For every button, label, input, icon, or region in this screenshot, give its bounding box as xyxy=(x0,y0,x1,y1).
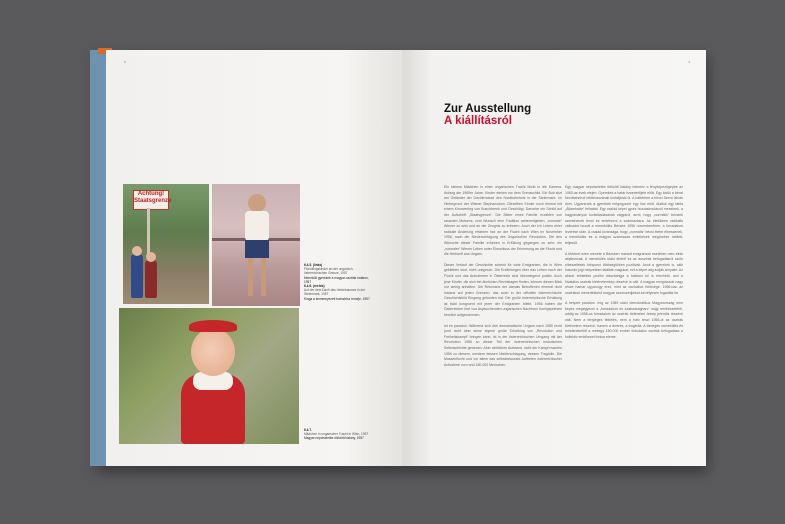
child-figure xyxy=(131,254,143,298)
boy-leg xyxy=(261,258,266,296)
caption-hu: Magyar népviseletbe öltözött kislány, 1957 xyxy=(304,436,364,441)
caption-label: 6.4.5. (links) xyxy=(304,263,323,267)
caption-hu: Menekült gyerekek a magyar-osztrák határon, 1957 xyxy=(304,275,369,284)
paragraph: Ein kleines Mädchen in einer ungarischen Tracht blickt in die Kamera. Anfang der 1960er Jahre. Kinder stehen vor dem Grenzschild. Ein Bub sitzt am Geländer der Dachterrasse des Nordbahnhofs in der Steiermark. Im Hintergrund der Wiener Stephansdom. Dieselben Kinder noch einmal mit einem Kinowerbeg von Buschbrenk und Geschlägi. Darunter ein Schild auf der Aufschrift „Staatsgrenze“. Die Bilder eines Familie erzählen von rasanten Mutsens, vom Wunsch eine Tradition weitermitgeben, „normale“ Wiener zu sein und an der Zeugnis zu erinnern. Auch der Ich Leben einer radikale Änderung erfahren hat: an der Flucht nach Wien im November 1956, nach der Niederschlagung des Ungarischen Revolution. Die den Wünsche dieser Familie erfuhren in Erfüllung gegangen zu sein: ein „normaler“ Wiener Leben unter Einschluss der Erinnerung an die Flucht und die Herkunft aus Ungarn. xyxy=(444,185,562,257)
title-hungarian: A kiállításról xyxy=(444,115,512,127)
page-number-left: 8 xyxy=(124,60,126,64)
photo-children-with-sign xyxy=(123,184,209,304)
child-face xyxy=(146,252,156,262)
child-face xyxy=(132,246,142,256)
photo-girl-in-traditional-dress xyxy=(119,308,299,444)
left-page xyxy=(106,50,402,466)
child-figure xyxy=(145,260,157,298)
boy-leg xyxy=(248,258,253,296)
hungarian-text-column xyxy=(565,185,683,345)
paragraph: Egy magyar népviseletbe öltözött kislány belenéz a fényképezőgépbe az 1960-as évek elején. Gyerekek a határ ismertetőjele előtt. Egy kisfiú a bécsi Nordbahnhof tetőteraszának korlátjánál ül. A háttérben a bécsi Szent István dóm. Ugyanezek a gyerekek mégegyszer egy ház előtt. Alattuk egy tábla „Államhatár“ felirattal. Egy család képei gyors hozzásimulásról mesélnek, a hagyományok továbbadásának vágyáról, arról, hogy „normális“ bécsiek szeretnének lenni és emlékezni a származásra. Az életükben radikális változást hozott a menekülés Bécsbe 1956 novemberében, a forradalom leverése után. A család kívánsága, hogy „normális“ bécsi életet élhessenek, a menekülés és a magyar származás emlékének megőrzése mellett, teljesült. xyxy=(565,185,683,245)
caption-label: 6.4.7. xyxy=(304,428,312,432)
title-german: Zur Ausstellung xyxy=(444,103,532,115)
caption-de: Flüchtlingskinder an der ungarisch-österreichischen Grenze, 1957 xyxy=(304,267,354,276)
girl-headband xyxy=(189,320,237,332)
paragraph: A történet ezen menete a Bécsben maradt emigránsok esetében nem tűnik atipikusnak. A menekülés utáni életről és az ausztriai befogadásról szóló elbeszélések túlnyomó többségükben pozitívak. Azok a gyerekek is, akik hasonló jogi helyzetben találták magukat, ezt a képet alig tudják árnyalni. Az akkori érintettek pozitív visszhangja a határon túl is érezhető, ami a hivatalos osztrák történelemkép részévé is vált. A magyar emigránsok nagy része hamar ugyanúgy érez, mint az osztrákok többsége. 1956-ban az osztrákok menedékkérő magyar szomszédjaikat szívélyesen fogadták be. xyxy=(565,251,683,295)
boy-shirt xyxy=(245,211,269,241)
paragraph: Dieser Verlauf der Geschichte scheint für viele Emigranten, die in Wien geblieben sind, nicht untypisch. Die Erzählungen über das Leben nach der Flucht und das Aufnahmen in Österreich sind überwiegend positiv. Auch jene Kinder, die sich bei ähnlichen Rechtslagen finden, können diesen Blick nur wenig anhalten. Die Resonanz der damals Betroffenen ehemal nicht Instanz auf jeden Grenzen, das auch in der offizielle österreichische Geschichtsbild Eingang gefunden hat. Die große österreichische Erhaltung ist bald kongruent mit jener der Emigranten bleibt. 1956 haben die Österreicher ihre von Asylsuchenden ungarischen Nachbarn hochgepriesen herzlich aufgenommen. xyxy=(444,262,562,318)
caption-de: Auf der dem Dach des Heidebaumes in der Steiermark, 1957 xyxy=(304,288,366,297)
german-text-column xyxy=(444,185,562,373)
caption-6-4-5 xyxy=(304,263,374,284)
paragraph: A helyzet paradox: míg az 1989 utáni demokratikus Magyarország nem képes megegyezni a „forradalom és szabadságharc“ nagy emlékezetéről, addig az 1956-os forradalom az osztrák történelmi önkép jelentős részévé vált. Nem a tényleges felkelés, nem a harc teszi 1956-ot az osztrák történelem részévé, hanem a leverés, a tragédia. A tömeges menekülés és mindenekelőtt a mintegy 180.000 ember öntudatos osztrák befogadása a kollektív emlékezet fontos eleme. xyxy=(565,301,683,339)
page-number-right: 9 xyxy=(688,60,690,64)
caption-label: 6.4.6. (rechts) xyxy=(304,284,325,288)
photo-boy-in-garden xyxy=(212,184,300,306)
border-sign: Achtung! Staatsgrenze xyxy=(133,190,169,210)
page-title xyxy=(444,103,531,127)
boy-shorts xyxy=(245,240,269,258)
caption-de: Mädchen in ungarischer Tracht in Wien, 1957 xyxy=(304,432,369,437)
girl-face xyxy=(191,328,235,376)
boy-face xyxy=(248,194,266,212)
caption-6-4-6 xyxy=(304,284,374,301)
caption-hu: Kinga a kemeneyezeti tovisztész remeje, 1957 xyxy=(304,296,370,301)
caption-6-4-7 xyxy=(304,428,394,441)
paragraph: Ist es paradox: Während sich drei demokratische Ungarn nach 1989 recht (und nicht über seine eigene große Erhaltung von „Revolution und Freiheitskampf“ bringen kann, ist in der österreichischen Umgang mit der Revolution 1956 so dieser Teil der österreichischen historischen Selbstschichte gewesen. Aber wirklichen Aufstand, nicht der Kampf machen 1956 zu diesem, sondern dessen Niederschlagung, dessen Tragödie. Die Massenflucht und vor allem das selbstbewusste Auftreten österreichischer Aufnahme von rund 180.000 Menschen. xyxy=(444,323,562,367)
right-page xyxy=(402,50,706,466)
